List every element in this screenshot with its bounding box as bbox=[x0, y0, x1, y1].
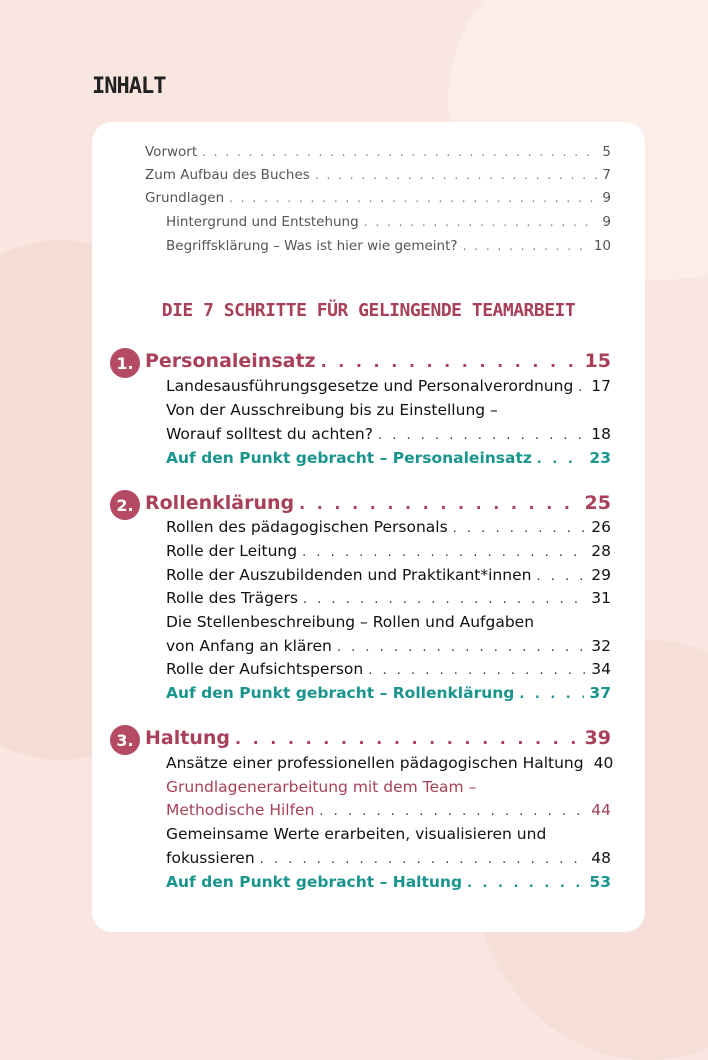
toc-entry-title: Zum Aufbau des Buches bbox=[145, 167, 310, 183]
leader-dots bbox=[315, 168, 598, 182]
leader-dots bbox=[364, 215, 598, 229]
toc-entry-page: 53 bbox=[589, 873, 611, 891]
toc-entry[interactable] bbox=[166, 518, 611, 536]
toc-entry[interactable] bbox=[166, 238, 611, 254]
toc-entry-page: 23 bbox=[589, 449, 611, 467]
toc-entry-title: Landesausführungsgesetze und Personalverordnung bbox=[166, 377, 574, 395]
leader-dots bbox=[368, 663, 586, 678]
leader-dots bbox=[519, 687, 584, 702]
toc-entry[interactable] bbox=[166, 660, 611, 678]
chapter-number-badge: 3. bbox=[110, 725, 140, 755]
toc-entry-title: Begriffsklärung – Was ist hier wie gemeint? bbox=[166, 238, 458, 254]
toc-entry-page: 9 bbox=[602, 190, 611, 206]
chapter-title: Rollenklärung bbox=[145, 492, 295, 514]
toc-entry[interactable] bbox=[166, 589, 611, 607]
toc-entry[interactable] bbox=[166, 566, 611, 584]
toc-entry-title: von Anfang an klären bbox=[166, 637, 332, 655]
toc-entry-page: 37 bbox=[589, 684, 611, 702]
leader-dots bbox=[302, 545, 586, 560]
toc-summary-entry[interactable] bbox=[166, 684, 611, 702]
chapter-heading[interactable] bbox=[145, 350, 611, 372]
leader-dots bbox=[260, 852, 587, 867]
toc-entry-title: Grundlagen bbox=[145, 190, 225, 206]
chapter-number-badge: 1. bbox=[110, 348, 140, 378]
leader-dots bbox=[463, 239, 589, 253]
toc-summary-entry[interactable] bbox=[166, 873, 611, 891]
toc-entry[interactable] bbox=[145, 167, 611, 183]
toc-entry-title: Auf den Punkt gebracht – Rollenklärung bbox=[166, 684, 515, 702]
leader-dots bbox=[537, 452, 585, 467]
leader-dots bbox=[202, 145, 597, 159]
toc-entry-title: fokussieren bbox=[166, 849, 255, 867]
leader-dots bbox=[536, 569, 586, 584]
toc-entry-title: Rolle des Trägers bbox=[166, 589, 298, 607]
toc-entry-title: Auf den Punkt gebracht – Haltung bbox=[166, 873, 463, 891]
toc-entry[interactable] bbox=[166, 801, 611, 819]
toc-entry[interactable] bbox=[166, 214, 611, 230]
chapter-page: 39 bbox=[584, 727, 611, 749]
page-title: INHALT bbox=[92, 74, 166, 99]
toc-entry-page: 10 bbox=[593, 238, 611, 254]
toc-entry[interactable] bbox=[166, 377, 611, 395]
toc-entry-page: 7 bbox=[602, 167, 611, 183]
toc-entry-page: 28 bbox=[591, 542, 611, 560]
section-heading: DIE 7 SCHRITTE FÜR GELINGENDE TEAMARBEIT bbox=[161, 300, 576, 321]
toc-entry-page: 18 bbox=[591, 425, 611, 443]
toc-entry-page: 44 bbox=[591, 801, 611, 819]
chapter-title: Haltung bbox=[145, 727, 230, 749]
toc-entry-title: Vorwort bbox=[145, 144, 198, 160]
chapter-heading[interactable] bbox=[145, 492, 611, 514]
toc-entry-page: 17 bbox=[591, 377, 611, 395]
toc-entry-page: 29 bbox=[591, 566, 611, 584]
leader-dots bbox=[578, 380, 586, 395]
toc-entry-title: Rolle der Leitung bbox=[166, 542, 298, 560]
leader-dots bbox=[453, 521, 587, 536]
toc-entry-title: Rollen des pädagogischen Personals bbox=[166, 518, 448, 536]
toc-entry[interactable] bbox=[166, 637, 611, 655]
leader-dots bbox=[378, 428, 586, 443]
toc-entry-title: Ansätze einer professionellen pädagogischen Haltung bbox=[166, 754, 584, 772]
chapter-heading[interactable] bbox=[145, 727, 611, 749]
toc-entry-title: Auf den Punkt gebracht – Personaleinsatz bbox=[166, 449, 532, 467]
leader-dots bbox=[235, 729, 580, 748]
toc-entry-page: 40 bbox=[593, 754, 614, 772]
toc-entry-page: 31 bbox=[591, 589, 611, 607]
toc-entry-page: 9 bbox=[602, 214, 611, 230]
toc-entry-page: 34 bbox=[591, 660, 611, 678]
toc-entry-title: Methodische Hilfen bbox=[166, 801, 315, 819]
toc-entry[interactable] bbox=[145, 144, 611, 160]
toc-entry[interactable] bbox=[166, 425, 611, 443]
chapter-page: 25 bbox=[584, 492, 611, 514]
leader-dots bbox=[467, 876, 584, 891]
toc-entry[interactable] bbox=[145, 190, 611, 206]
toc-entry-title-line[interactable]: Die Stellenbeschreibung – Rollen und Aufgaben bbox=[166, 613, 535, 631]
leader-dots bbox=[229, 191, 597, 205]
leader-dots bbox=[319, 804, 586, 819]
chapter-title: Personaleinsatz bbox=[145, 350, 316, 372]
toc-entry[interactable] bbox=[166, 754, 614, 772]
toc-entry-title-line[interactable]: Von der Ausschreibung bis zu Einstellung – bbox=[166, 401, 498, 419]
toc-card bbox=[92, 122, 645, 932]
toc-entry-title: Rolle der Auszubildenden und Praktikant*innen bbox=[166, 566, 532, 584]
toc-entry-page: 5 bbox=[602, 144, 611, 160]
leader-dots bbox=[337, 640, 586, 655]
toc-entry-title: Hintergrund und Entstehung bbox=[166, 214, 359, 230]
toc-entry-page: 32 bbox=[591, 637, 611, 655]
chapter-number-badge: 2. bbox=[110, 490, 140, 520]
toc-entry[interactable] bbox=[166, 542, 611, 560]
toc-entry-page: 26 bbox=[591, 518, 611, 536]
leader-dots bbox=[303, 592, 586, 607]
toc-entry[interactable] bbox=[166, 849, 611, 867]
toc-entry-title-line[interactable]: Grundlagenerarbeitung mit dem Team – bbox=[166, 778, 477, 796]
toc-entry-page: 48 bbox=[591, 849, 611, 867]
toc-entry-title: Worauf solltest du achten? bbox=[166, 425, 373, 443]
toc-entry-title-line[interactable]: Gemeinsame Werte erarbeiten, visualisieren und bbox=[166, 825, 547, 843]
chapter-page: 15 bbox=[584, 350, 611, 372]
toc-summary-entry[interactable] bbox=[166, 449, 611, 467]
leader-dots bbox=[299, 494, 579, 513]
toc-entry-title: Rolle der Aufsichtsperson bbox=[166, 660, 364, 678]
leader-dots bbox=[321, 352, 580, 371]
